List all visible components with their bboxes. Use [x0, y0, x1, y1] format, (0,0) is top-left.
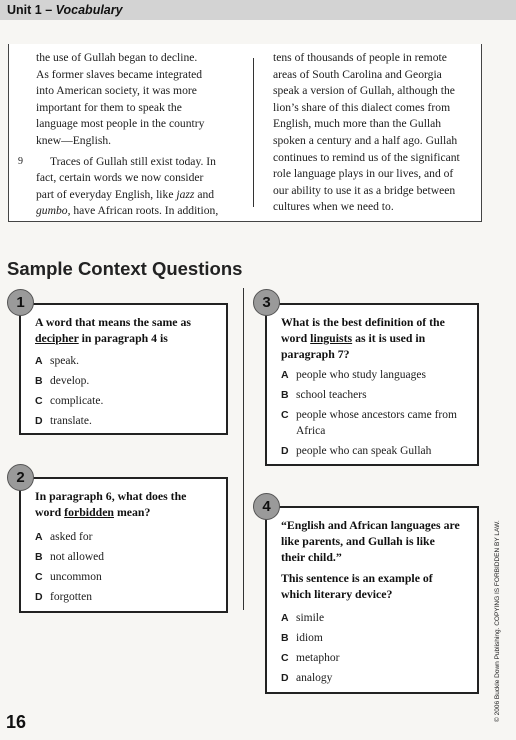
option-letter: C [35, 571, 43, 583]
vocab-word: linguists [310, 331, 353, 345]
vocab-word: forbidden [64, 505, 114, 519]
option-text-continued: Africa [296, 425, 326, 437]
passage-line: into American society, it was more [36, 84, 197, 98]
question-2-box [19, 477, 228, 613]
question-3-number: 3 [253, 289, 280, 316]
stem-line [35, 330, 225, 346]
reading-passage [8, 44, 482, 222]
option-letter: D [35, 415, 43, 427]
option-text: metaphor [296, 652, 340, 664]
option-text: speak. [50, 355, 80, 367]
option-text: complicate. [50, 395, 104, 407]
option-text: people who can speak Gullah [296, 445, 432, 457]
option-text: analogy [296, 672, 333, 684]
passage-line: As former slaves became integrated [36, 67, 203, 81]
section-title: Sample Context Questions [7, 258, 243, 279]
passage-line: cultures when we need to. [273, 200, 394, 214]
option-letter: D [281, 445, 289, 457]
option-text: simile [296, 612, 325, 624]
paragraph-number: 9 [18, 155, 23, 167]
passage-line: spoken a century and a half ago. Gullah [273, 133, 458, 147]
passage-line: tens of thousands of people in remote [273, 51, 447, 64]
vocab-word: decipher [35, 331, 79, 345]
question-1-number: 1 [7, 289, 34, 316]
passage-line [36, 187, 241, 204]
unit-title [7, 3, 123, 17]
option-text: people who study languages [296, 369, 426, 381]
option-text: asked for [50, 531, 93, 543]
option-text: school teachers [296, 389, 367, 401]
stem-fragment: mean? [114, 505, 151, 519]
stem-fragment: in paragraph 4 is [78, 331, 168, 345]
quote-line: like parents, and Gullah is like [281, 534, 435, 548]
question-1-stem [35, 314, 225, 346]
stem-fragment: as it is used in [352, 331, 426, 345]
stem-line: A word that means the same as [35, 315, 191, 329]
question-1-box [19, 303, 228, 435]
option-letter: B [35, 375, 43, 387]
option-letter: C [281, 409, 289, 421]
option-text: idiom [296, 632, 323, 644]
question-4-stem [281, 570, 475, 602]
option-letter: A [35, 355, 43, 367]
option-letter: B [281, 389, 289, 401]
passage-line: language most people in the country [36, 117, 205, 131]
option-letter: D [281, 672, 289, 684]
quote-line: their child.” [281, 550, 342, 564]
stem-line [35, 504, 225, 520]
passage-line: English, much more than the Gullah [273, 117, 442, 131]
stem-line: This sentence is an example of [281, 571, 433, 585]
passage-right-column [273, 50, 478, 216]
option-letter: A [35, 531, 43, 543]
unit-label: Unit 1 [7, 3, 42, 17]
option-text: not allowed [50, 551, 104, 563]
stem-fragment: word [35, 505, 65, 519]
header-bar [0, 0, 516, 20]
passage-line: role language plays in our lives, and of [273, 167, 454, 181]
copyright-notice: © 2006 Buckle Down Publishing. COPYING IS FORBIDDEN BY LAW. [494, 520, 501, 722]
option-text: uncommon [50, 571, 102, 583]
passage-fragment: and [194, 187, 215, 201]
option-letter: D [35, 591, 43, 603]
question-2-stem [35, 488, 225, 520]
passage-line: important for them to speak the [36, 100, 182, 114]
stem-line: which literary device? [281, 587, 393, 601]
option-text: forgotten [50, 591, 92, 603]
question-2-number: 2 [7, 464, 34, 491]
passage-line: speak a version of Gullah, although the [273, 84, 455, 98]
option-text: people whose ancestors came from [296, 409, 457, 421]
quote-line: “English and African languages are [281, 518, 460, 532]
stem-line: paragraph 7? [281, 347, 350, 361]
column-divider [253, 58, 254, 207]
passage-line: areas of South Carolina and Georgia [273, 67, 442, 81]
passage-line: lion’s share of this dialect comes from [273, 100, 451, 114]
option-letter: B [281, 632, 289, 644]
passage-line: fact, certain words we now consider [36, 171, 204, 185]
option-text: translate. [50, 415, 92, 427]
italic-word: jazz [176, 187, 195, 201]
option-letter: C [35, 395, 43, 407]
passage-line: the use of Gullah began to decline. [36, 51, 198, 64]
passage-fragment: , have African roots. In addition, [67, 204, 219, 218]
page-number: 16 [6, 712, 27, 732]
stem-line: What is the best definition of the [281, 315, 445, 329]
question-3-stem [281, 314, 475, 362]
option-letter: A [281, 369, 289, 381]
option-letter: C [281, 652, 289, 664]
passage-line [36, 203, 241, 220]
passage-left-column [18, 50, 241, 220]
italic-word: gumbo [36, 204, 68, 218]
questions-divider [243, 288, 244, 610]
passage-line: continues to remind us of the significant [273, 150, 460, 164]
unit-topic: Vocabulary [55, 3, 123, 17]
stem-line: In paragraph 6, what does the [35, 489, 187, 503]
option-letter: B [35, 551, 43, 563]
question-4-number: 4 [253, 493, 280, 520]
stem-line [281, 330, 475, 346]
paragraph-9 [18, 154, 241, 171]
stem-fragment: word [281, 331, 311, 345]
option-text: develop. [50, 375, 90, 387]
question-3-box [265, 303, 479, 466]
question-4-box [265, 506, 479, 694]
passage-line: Traces of Gullah still exist today. In [50, 154, 216, 168]
passage-line: our ability to use it as a bridge between [273, 183, 456, 197]
passage-line: knew—English. [36, 133, 112, 147]
passage-fragment: part of everyday English, like [36, 187, 177, 201]
unit-dash: – [41, 3, 56, 17]
question-4-quote [281, 517, 475, 565]
option-letter: A [281, 612, 289, 624]
